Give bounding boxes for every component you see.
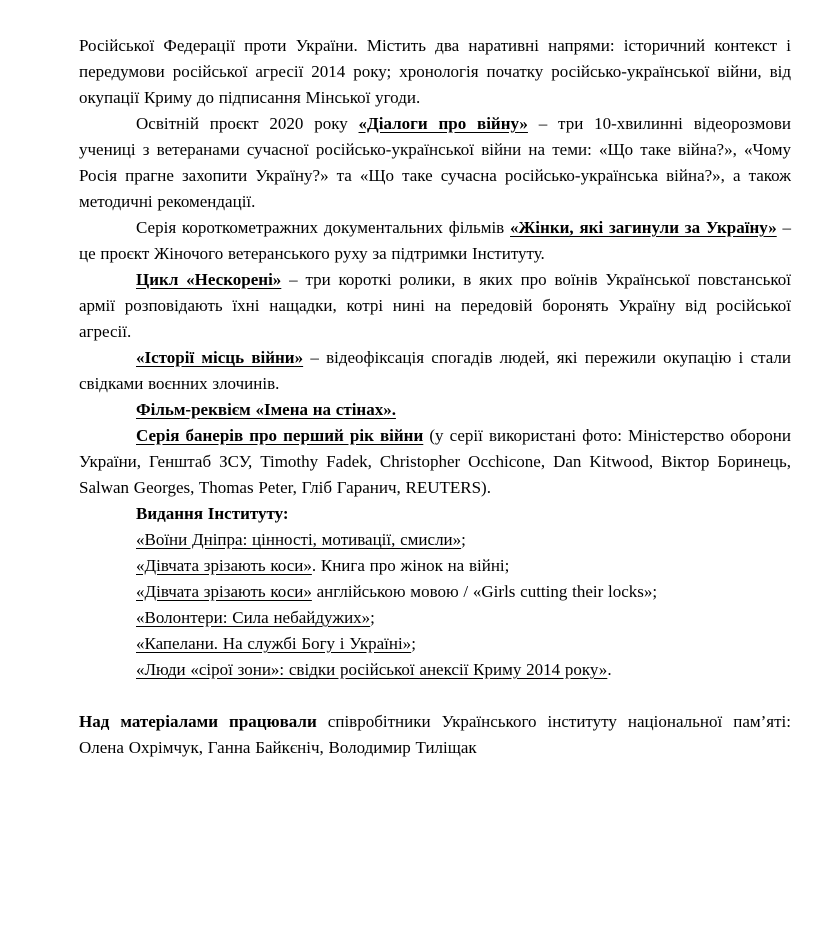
list-item-divchata-zrizaiut-kosy (79, 553, 791, 579)
paragraph-vydannia-instytutu-heading (79, 501, 791, 527)
text-run: Фільм-реквієм «Імена на стінах». (136, 400, 396, 419)
document-body (79, 33, 791, 761)
text-run: «Воїни Дніпра: цінності, мотивації, смисли» (136, 530, 462, 549)
text-run: «Історії місць війни» (136, 348, 304, 367)
text-run: «Жінки, які загинули за Україну» (510, 218, 777, 237)
text-run: ; (461, 530, 466, 549)
paragraph-seriia-baneriv (79, 423, 791, 501)
paragraph-narrative-overview (79, 33, 791, 111)
text-run: . Книга про жінок на війні; (311, 556, 510, 575)
text-run: – це проєкт Жіночого ветеранського руху за підтримки Інституту. (79, 218, 792, 263)
paragraph-istorii-mists-viiny (79, 345, 791, 397)
list-item-divchata-zrizaiut-kosy-english (79, 579, 791, 605)
text-run: Над матеріалами працювали (79, 712, 317, 731)
text-run: «Люди «сірої зони»: свідки російської анексії Криму 2014 року» (136, 660, 608, 679)
text-run: . (607, 660, 612, 679)
list-item-voiny-dnipra (79, 527, 791, 553)
text-run: «Дівчата зрізають коси» (136, 582, 312, 601)
list-item-kapelany (79, 631, 791, 657)
text-run: – відеофіксація спогадів людей, які пережили окупацію і стали свідками воєнних злочинів. (79, 348, 791, 393)
text-run: Видання Інституту: (136, 504, 289, 523)
text-run: Цикл «Нескорені» (136, 270, 282, 289)
paragraph-tsykl-neskoreni (79, 267, 791, 345)
text-run: «Волонтери: Сила небайдужих» (136, 608, 371, 627)
paragraph-film-rekviiem (79, 397, 791, 423)
paragraph-credits (79, 709, 791, 761)
text-run: – три 10-хвилинні відеорозмови учениці з ветеранами сучасної російсько-української війни на теми: «Що таке війна?», «Чому Росія прагне захопити Україну?» та «Що таке сучасна російсько-українська війна?», а також методичні рекомендації. (79, 114, 791, 211)
paragraph-zhinky-iaki-zahynuly (79, 215, 791, 267)
text-run: «Капелани. На службі Богу і Україні» (136, 634, 412, 653)
text-run: англійською мовою / «Girls cutting their locks»; (311, 582, 658, 601)
text-run: (у серії використані фото: Міністерство оборони України, Генштаб ЗСУ, Timothy Fadek, Christopher Occhicone, Dan Kitwood, Віктор Боринець, Salwan Georges, Thomas Peter, Гліб Гаранич, REUTERS). (79, 426, 791, 497)
list-item-volontery (79, 605, 791, 631)
text-run: Серія короткометражних документальних фільмів (136, 218, 510, 237)
text-run: Російської Федерації проти України. Містить два наративні напрями: історичний контекст і передумови російської агресії 2014 року; хронологія початку російсько-української війни, від окупації Криму до підписання Мінської угоди. (79, 36, 791, 107)
text-run: ; (411, 634, 416, 653)
text-run: «Діалоги про війну» (358, 114, 528, 133)
text-run: співробітники Українського інституту національної пам’яті: Олена Охрімчук, Ганна Байкєніч, Володимир Тиліщак (79, 712, 791, 757)
text-run: «Дівчата зрізають коси» (136, 556, 312, 575)
text-run: Освітній проєкт 2020 року (136, 114, 359, 133)
text-run: – три короткі ролики, в яких про воїнів Української повстанської армії розповідають їхні нащадки, котрі нині на передовій боронять Україну від російської агресії. (79, 270, 791, 341)
text-run: ; (370, 608, 375, 627)
list-item-liudy-siroi-zony (79, 657, 791, 683)
paragraph-dialohy-pro-viinu (79, 111, 791, 215)
text-run: Серія банерів про перший рік війни (136, 426, 424, 445)
